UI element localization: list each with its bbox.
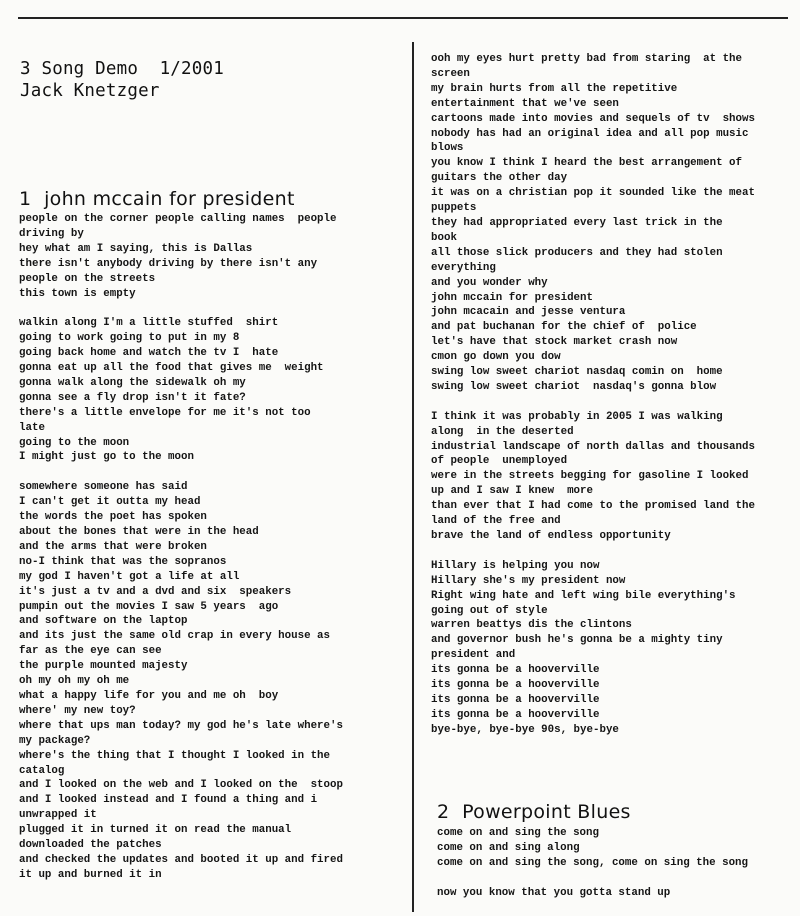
lyric-line: you know I think I heard the best arrangement of: [431, 157, 743, 170]
lyric-line: [19, 465, 343, 480]
lyric-line: catalog: [19, 764, 65, 777]
lyric-line: driving by: [19, 227, 84, 240]
lyric-line: this town is empty: [19, 287, 136, 300]
artist-name: Jack Knetzger: [20, 81, 160, 101]
lyric-line: where's the thing that I thought I looked in the: [19, 749, 331, 762]
lyric-line: [19, 301, 343, 316]
lyric-line: gonna see a fly drop isn't it fate?: [19, 391, 246, 404]
lyric-line: plugged it in turned it on read the manual: [19, 824, 292, 837]
lyric-line: downloaded the patches: [19, 839, 162, 852]
lyric-line: ooh my eyes hurt pretty bad from staring at the: [431, 53, 743, 65]
lyric-line: unwrapped it: [19, 809, 97, 822]
lyric-line: it's just a tv and a dvd and six speakers: [19, 585, 292, 598]
lyric-line: going out of style: [431, 604, 548, 617]
song-1-lyrics-left: [19, 212, 343, 883]
lyric-line: come on and sing the song, come on sing the song: [437, 856, 749, 869]
lyric-line: guitars the other day: [431, 172, 568, 185]
lyric-line: [431, 544, 755, 559]
lyric-line: going to work going to put in my 8: [19, 332, 240, 345]
lyric-line: come on and sing along: [437, 841, 580, 854]
lyric-line: I think it was probably in 2005 I was walking: [431, 410, 723, 423]
lyric-line: the words the poet has spoken: [19, 511, 207, 524]
demo-title: 3 Song Demo 1/2001: [20, 59, 224, 79]
lyric-line: its gonna be a hooverville: [431, 664, 600, 677]
lyric-line: they had appropriated every last trick in the: [431, 216, 723, 229]
column-divider: [412, 42, 414, 912]
lyric-line: there isn't anybody driving by there isn't any: [19, 257, 318, 270]
lyric-line: bye-bye, bye-bye 90s, bye-bye: [431, 723, 619, 736]
lyric-line: Hillary she's my president now: [431, 574, 626, 587]
lyric-line: its gonna be a hooverville: [431, 693, 600, 706]
song-1-title: 1 john mccain for president: [19, 188, 295, 210]
lyric-line: and governor bush he's gonna be a mighty tiny: [431, 634, 723, 647]
lyric-line: what a happy life for you and me oh boy: [19, 689, 279, 702]
lyric-line: no-I think that was the sopranos: [19, 555, 227, 568]
lyric-line: [437, 871, 748, 886]
lyric-line: entertainment that we've seen: [431, 97, 619, 110]
lyric-line: and the arms that were broken: [19, 540, 207, 553]
lyric-line: where' my new toy?: [19, 704, 136, 717]
lyric-line: [431, 395, 755, 410]
lyric-line: oh my oh my oh me: [19, 675, 130, 688]
lyric-line: along in the deserted: [431, 425, 574, 438]
lyric-line: swing low sweet chariot nasdaq comin on home: [431, 366, 723, 379]
lyric-line: and I looked instead and I found a thing and i: [19, 794, 318, 807]
lyric-line: my brain hurts from all the repetitive: [431, 82, 678, 95]
song-2-lyrics: [437, 826, 748, 901]
lyric-line: cartoons made into movies and sequels of tv shows: [431, 112, 755, 125]
lyric-line: gonna eat up all the food that gives me weight: [19, 362, 324, 375]
lyric-line: walkin along I'm a little stuffed shirt: [19, 317, 279, 330]
lyric-line: and I looked on the web and I looked on the stoop: [19, 779, 343, 792]
lyric-line: the purple mounted majesty: [19, 660, 188, 673]
lyric-line: about the bones that were in the head: [19, 526, 259, 538]
lyric-line: land of the free and: [431, 515, 561, 528]
lyric-line: Right wing hate and left wing bile everything's: [431, 589, 736, 602]
lyric-line: let's have that stock market crash now: [431, 336, 678, 349]
lyric-line: and you wonder why: [431, 276, 548, 289]
lyric-line: it was on a christian pop it sounded like the meat: [431, 187, 755, 200]
lyric-line: hey what am I saying, this is Dallas: [19, 242, 253, 255]
song-1-lyrics-right: [431, 52, 755, 738]
lyric-line: john mcacain and jesse ventura: [431, 306, 626, 319]
lyric-line: screen: [431, 67, 470, 80]
lyric-line: all those slick producers and they had stolen: [431, 246, 723, 259]
lyric-line: book: [431, 231, 457, 244]
lyric-line: it up and burned it in: [19, 868, 162, 881]
lyric-line: its gonna be a hooverville: [431, 679, 600, 692]
lyric-line: somewhere someone has said: [19, 481, 188, 494]
lyric-line: nobody has had an original idea and all pop music: [431, 127, 749, 140]
lyric-line: everything: [431, 261, 496, 274]
lyric-line: president and: [431, 649, 516, 662]
lyric-line: up and I saw I knew more: [431, 485, 593, 498]
lyric-line: puppets: [431, 202, 477, 215]
lyric-line: Hillary is helping you now: [431, 559, 600, 572]
lyric-line: and its just the same old crap in every house as: [19, 630, 331, 643]
lyric-line: its gonna be a hooverville: [431, 708, 600, 721]
lyric-line: I can't get it outta my head: [19, 496, 201, 509]
lyric-line: and software on the laptop: [19, 615, 188, 628]
lyric-line: pumpin out the movies I saw 5 years ago: [19, 600, 279, 613]
song-2-title: 2 Powerpoint Blues: [437, 801, 631, 823]
lyric-line: going back home and watch the tv I hate: [19, 347, 279, 360]
lyric-line: swing low sweet chariot nasdaq's gonna blow: [431, 380, 717, 393]
lyric-line: people on the streets: [19, 272, 156, 285]
lyric-line: blows: [431, 142, 464, 155]
lyric-line: come on and sing the song: [437, 827, 599, 839]
lyric-line: of people unemployed: [431, 455, 568, 468]
lyric-line: and pat buchanan for the chief of police: [431, 321, 697, 334]
lyric-line: were in the streets begging for gasoline I looked: [431, 470, 749, 483]
lyric-line: than ever that I had come to the promised land the: [431, 500, 755, 513]
lyric-line: my god I haven't got a life at all: [19, 570, 240, 583]
top-rule: [18, 17, 788, 19]
lyric-line: brave the land of endless opportunity: [431, 529, 671, 542]
lyric-line: late: [19, 421, 45, 434]
lyric-line: there's a little envelope for me it's not too: [19, 406, 311, 419]
lyric-line: where that ups man today? my god he's late where's: [19, 719, 343, 732]
lyric-line: I might just go to the moon: [19, 451, 194, 464]
lyric-line: going to the moon: [19, 436, 130, 449]
lyric-line: now you know that you gotta stand up: [437, 886, 671, 899]
lyric-line: john mccain for president: [431, 291, 593, 304]
lyric-line: cmon go down you dow: [431, 351, 561, 364]
lyric-line: industrial landscape of north dallas and thousands: [431, 440, 755, 453]
document-header: [20, 58, 224, 102]
lyric-line: my package?: [19, 734, 91, 747]
lyric-line: people on the corner people calling names people: [19, 213, 337, 225]
lyric-line: gonna walk along the sidewalk oh my: [19, 376, 246, 389]
lyric-line: warren beattys dis the clintons: [431, 619, 632, 632]
lyric-line: and checked the updates and booted it up and fired: [19, 853, 343, 866]
lyric-line: far as the eye can see: [19, 645, 162, 658]
